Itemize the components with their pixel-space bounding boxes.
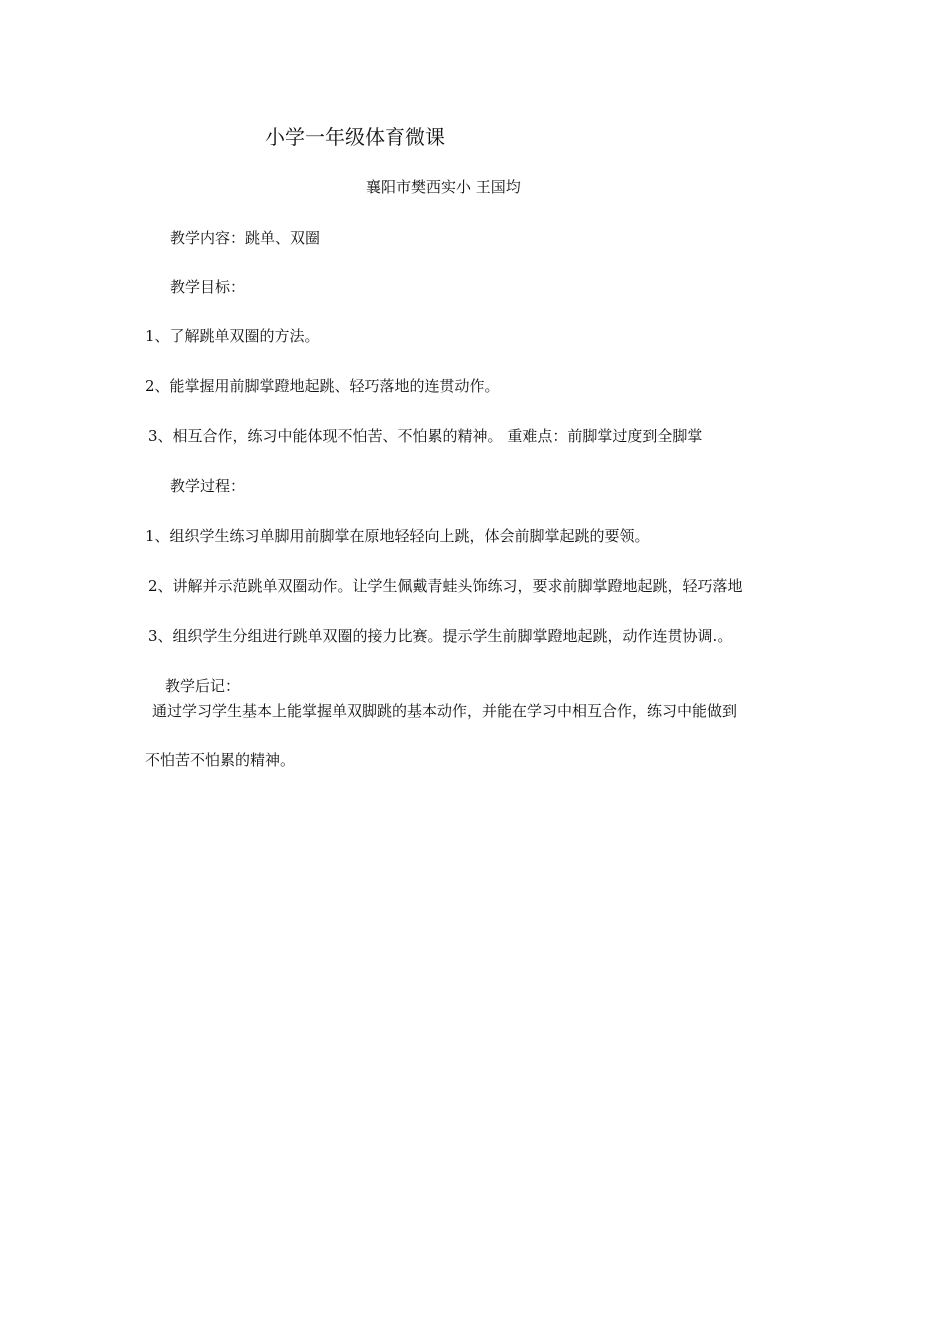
goals-heading: 教学目标： (170, 278, 246, 296)
postscript-line-1: 通过学习学生基本上能掌握单双脚跳的基本动作，并能在学习中相互合作，练习中能做到 (152, 702, 738, 720)
document-title: 小学一年级体育微课 (265, 125, 445, 149)
postscript-heading: 教学后记： (165, 677, 241, 695)
process-item-1: 1、组织学生练习单脚用前脚掌在原地轻轻向上跳，体会前脚掌起跳的要领。 (145, 527, 650, 545)
author-line: 襄阳市樊西实小 王国均 (366, 178, 521, 196)
process-item-2: 2、讲解并示范跳单双圈动作。让学生佩戴青蛙头饰练习，要求前脚掌蹬地起跳，轻巧落地 (148, 577, 743, 595)
process-item-3: 3、组织学生分组进行跳单双圈的接力比赛。提示学生前脚掌蹬地起跳，动作连贯协调.。 (148, 627, 733, 645)
content-line: 教学内容：跳单、双圈 (170, 229, 321, 247)
goal-item-3: 3、相互合作，练习中能体现不怕苦、不怕累的精神。 重难点：前脚掌过度到全脚掌 (148, 427, 703, 445)
goal-item-1: 1、了解跳单双圈的方法。 (145, 327, 320, 345)
goal-item-2: 2、能掌握用前脚掌蹬地起跳、轻巧落地的连贯动作。 (145, 377, 500, 395)
postscript-line-2: 不怕苦不怕累的精神。 (145, 751, 296, 769)
process-heading: 教学过程： (170, 477, 246, 495)
